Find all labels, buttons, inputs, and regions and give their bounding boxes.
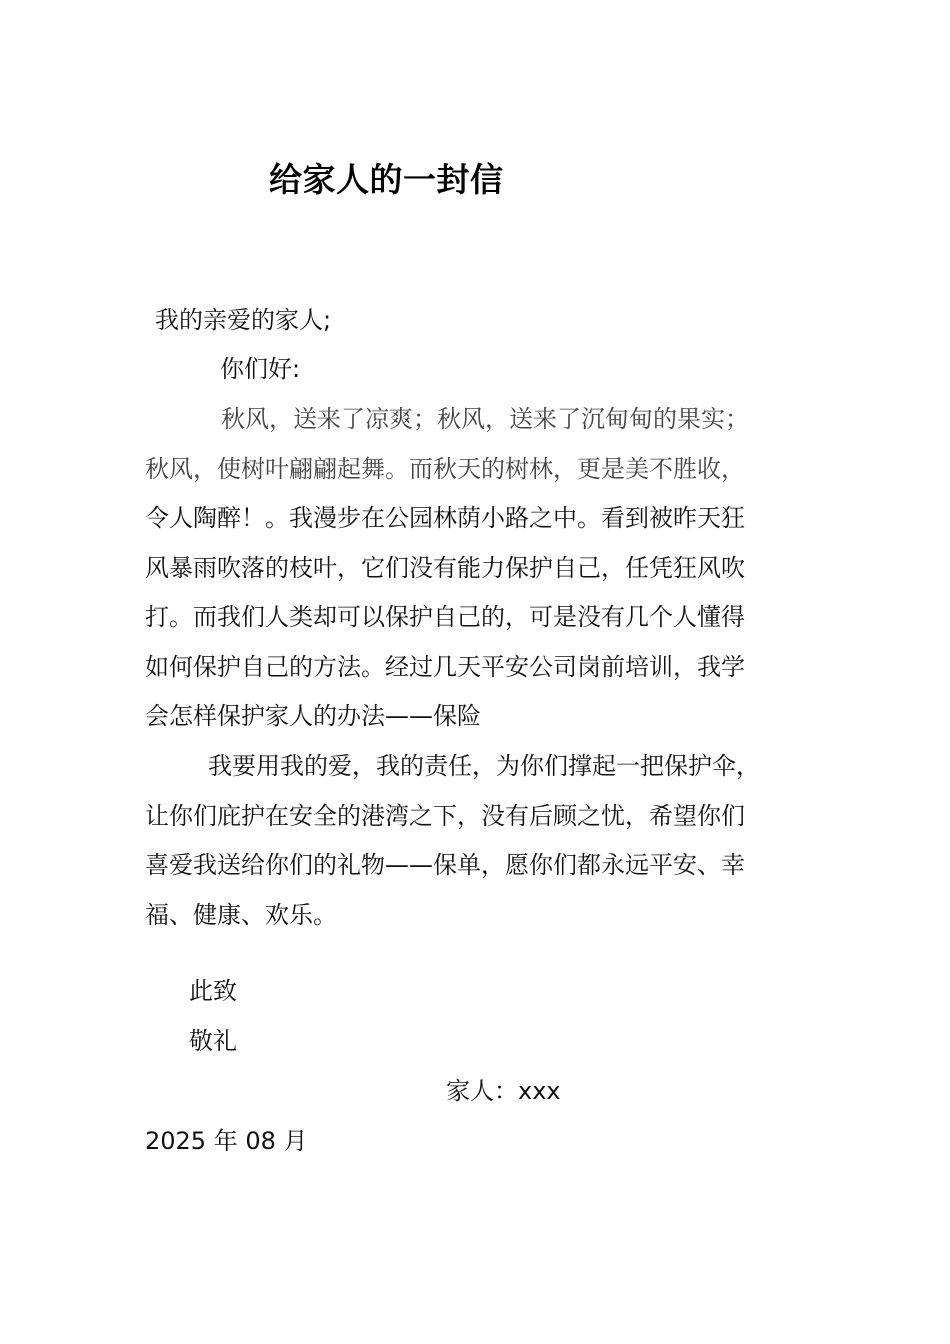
letter-title: 给家人的一封信 <box>269 160 504 199</box>
paragraph-line: 打。而我们人类却可以保护自己的，可是没有几个人懂得 <box>145 603 745 631</box>
paragraph-line: 令人陶醉！。我漫步在公园林荫小路之中。看到被昨天狂 <box>145 504 745 532</box>
paragraph-line: 福、健康、欢乐。 <box>145 900 337 929</box>
paragraph-line: 我要用我的爱，我的责任，为你们撑起一把保护伞， <box>208 752 760 780</box>
paragraph-autumn <box>145 395 795 742</box>
signature: 家人：xxx <box>446 1077 561 1105</box>
paragraph-line: 秋风，送来了凉爽；秋风，送来了沉甸甸的果实； <box>221 405 749 433</box>
paragraph-line: 让你们庇护在安全的港湾之下，没有后顾之忧，希望你们 <box>145 801 745 830</box>
paragraph-line: 风暴雨吹落的枝叶，它们没有能力保护自己，任凭狂风吹 <box>145 553 745 582</box>
salutation: 我的亲爱的家人; <box>155 306 332 334</box>
paragraph-line: 喜爱我送给你们的礼物——保单，愿你们都永远平安、幸 <box>145 851 745 879</box>
paragraph-line: 秋风，使树叶翩翩起舞。而秋天的树林，更是美不胜收， <box>145 454 745 483</box>
paragraph-line: 会怎样保护家人的办法——保险 <box>145 702 481 730</box>
paragraph-line: 如何保护自己的方法。经过几天平安公司岗前培训，我学 <box>145 652 745 681</box>
closing-line-1: 此致 <box>189 977 237 1005</box>
letter-date: 2025 年 08 月 <box>145 1127 308 1155</box>
greeting: 你们好: <box>220 355 301 383</box>
paragraph-wishes <box>145 742 795 940</box>
closing-line-2: 敬礼 <box>189 1027 237 1055</box>
